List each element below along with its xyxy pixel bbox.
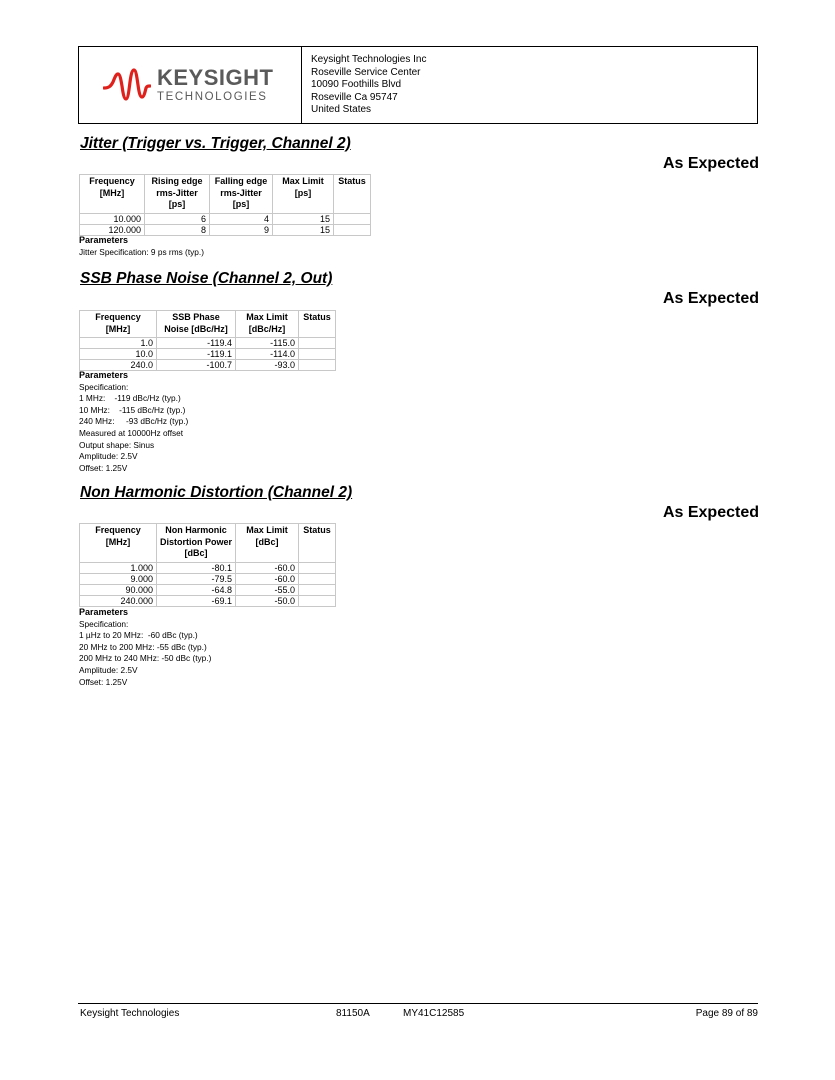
table-cell: -69.1 (157, 595, 236, 606)
parameters-heading: Parameters (79, 370, 129, 380)
parameter-line: Output shape: Sinus (79, 439, 155, 450)
column-header: Frequency [MHz] (80, 524, 157, 563)
table-cell: -119.1 (157, 349, 236, 360)
table-header-row (80, 524, 336, 563)
table-cell: -119.4 (157, 338, 236, 349)
table-cell: 120.000 (80, 224, 145, 235)
table-cell (299, 584, 336, 595)
table-cell: -60.0 (236, 562, 299, 573)
table-cell: 90.000 (80, 584, 157, 595)
table-cell: 9 (210, 224, 273, 235)
column-header: Frequency [MHz] (80, 311, 157, 338)
table-cell: -50.0 (236, 595, 299, 606)
footer-serial: MY41C12585 (403, 1008, 465, 1019)
parameter-line: Specification: (79, 381, 129, 392)
table-cell: 240.0 (80, 360, 157, 371)
column-header: Falling edge rms-Jitter [ps] (210, 175, 273, 214)
parameters-block (79, 607, 211, 688)
parameter-line: 1 MHz: -119 dBc/Hz (typ.) (79, 393, 181, 404)
parameters-block (79, 370, 188, 474)
table-cell: 1.0 (80, 338, 157, 349)
table-cell (334, 224, 371, 235)
footer-company: Keysight Technologies (80, 1008, 180, 1019)
parameter-line: 1 µHz to 20 MHz: -60 dBc (typ.) (79, 630, 198, 641)
column-header: Max Limit [ps] (273, 175, 334, 214)
table-row (80, 595, 336, 606)
table-cell: -60.0 (236, 573, 299, 584)
table-cell: -64.8 (157, 584, 236, 595)
parameter-line: Jitter Specification: 9 ps rms (typ.) (79, 246, 204, 257)
table-row (80, 349, 336, 360)
address-line: Roseville Ca 95747 (311, 91, 398, 103)
table-row (80, 584, 336, 595)
table-cell: 4 (210, 213, 273, 224)
keysight-wave-icon (103, 68, 151, 102)
column-header: Max Limit [dBc] (236, 524, 299, 563)
parameter-line: Offset: 1.25V (79, 462, 128, 473)
table-header-row (80, 311, 336, 338)
table-row (80, 573, 336, 584)
table-cell: 10.0 (80, 349, 157, 360)
table-cell: 9.000 (80, 573, 157, 584)
section-title-jitter: Jitter (Trigger vs. Trigger, Channel 2) (80, 135, 351, 152)
parameter-line: 10 MHz: -115 dBc/Hz (typ.) (79, 404, 186, 415)
table-row (80, 360, 336, 371)
table-cell (334, 213, 371, 224)
table-cell (299, 573, 336, 584)
parameters-block (79, 235, 204, 258)
parameter-line: 200 MHz to 240 MHz: -50 dBc (typ.) (79, 653, 212, 664)
table-row (80, 224, 371, 235)
footer-divider (78, 1003, 758, 1004)
table-cell (299, 349, 336, 360)
parameters-heading: Parameters (79, 607, 129, 617)
result-status: As Expected (662, 290, 759, 307)
column-header: Max Limit [dBc/Hz] (236, 311, 299, 338)
address-line: 10090 Foothills Blvd (311, 79, 402, 90)
table-cell: 8 (145, 224, 210, 235)
address-line: Keysight Technologies Inc (311, 54, 427, 65)
table-cell: 10.000 (80, 213, 145, 224)
table-header-row (80, 175, 371, 214)
column-header: Status (334, 175, 371, 214)
footer-page-number: Page 89 of 89 (695, 1008, 758, 1019)
column-header: Non Harmonic Distortion Power [dBc] (157, 524, 236, 563)
table-row (80, 562, 336, 573)
non-harmonic-table (79, 523, 336, 607)
address-block (302, 47, 426, 123)
footer-model: 81150A (336, 1008, 370, 1019)
parameters-heading: Parameters (79, 235, 129, 245)
parameter-line: Amplitude: 2.5V (79, 664, 138, 675)
table-cell: -80.1 (157, 562, 236, 573)
parameter-line: 20 MHz to 200 MHz: -55 dBc (typ.) (79, 641, 207, 652)
table-cell: -115.0 (236, 338, 299, 349)
table-cell (299, 562, 336, 573)
column-header: Status (299, 524, 336, 563)
jitter-table (79, 174, 371, 236)
table-cell: 1.000 (80, 562, 157, 573)
result-status: As Expected (662, 504, 759, 521)
table-cell: -55.0 (236, 584, 299, 595)
column-header: Status (299, 311, 336, 338)
table-cell: 6 (145, 213, 210, 224)
section-title-non-harmonic: Non Harmonic Distortion (Channel 2) (80, 484, 353, 501)
table-cell: 15 (273, 213, 334, 224)
document-header (78, 46, 758, 124)
table-cell: -79.5 (157, 573, 236, 584)
column-header: Frequency [MHz] (80, 175, 145, 214)
column-header: Rising edge rms-Jitter [ps] (145, 175, 210, 214)
table-cell: -100.7 (157, 360, 236, 371)
section-title-phase-noise: SSB Phase Noise (Channel 2, Out) (80, 270, 333, 287)
column-header: SSB Phase Noise [dBc/Hz] (157, 311, 236, 338)
parameter-line: Measured at 10000Hz offset (79, 427, 184, 438)
table-cell (299, 595, 336, 606)
address-line: United States (311, 104, 372, 115)
table-row (80, 338, 336, 349)
parameter-line: Specification: (79, 618, 129, 629)
logo (79, 47, 302, 123)
result-status: As Expected (662, 155, 759, 172)
table-cell: 240.000 (80, 595, 157, 606)
phase-noise-table (79, 310, 336, 371)
address-line: Roseville Service Center (311, 66, 421, 78)
table-cell (299, 338, 336, 349)
table-cell: -93.0 (236, 360, 299, 371)
parameter-line: Offset: 1.25V (79, 676, 128, 687)
table-cell: -114.0 (236, 349, 299, 360)
parameter-line: Amplitude: 2.5V (79, 451, 138, 462)
table-cell: 15 (273, 224, 334, 235)
table-row (80, 213, 371, 224)
table-cell (299, 360, 336, 371)
logo-subtitle: TECHNOLOGIES (157, 90, 268, 103)
logo-name: KEYSIGHT (157, 64, 274, 90)
parameter-line: 240 MHz: -93 dBc/Hz (typ.) (79, 416, 189, 427)
